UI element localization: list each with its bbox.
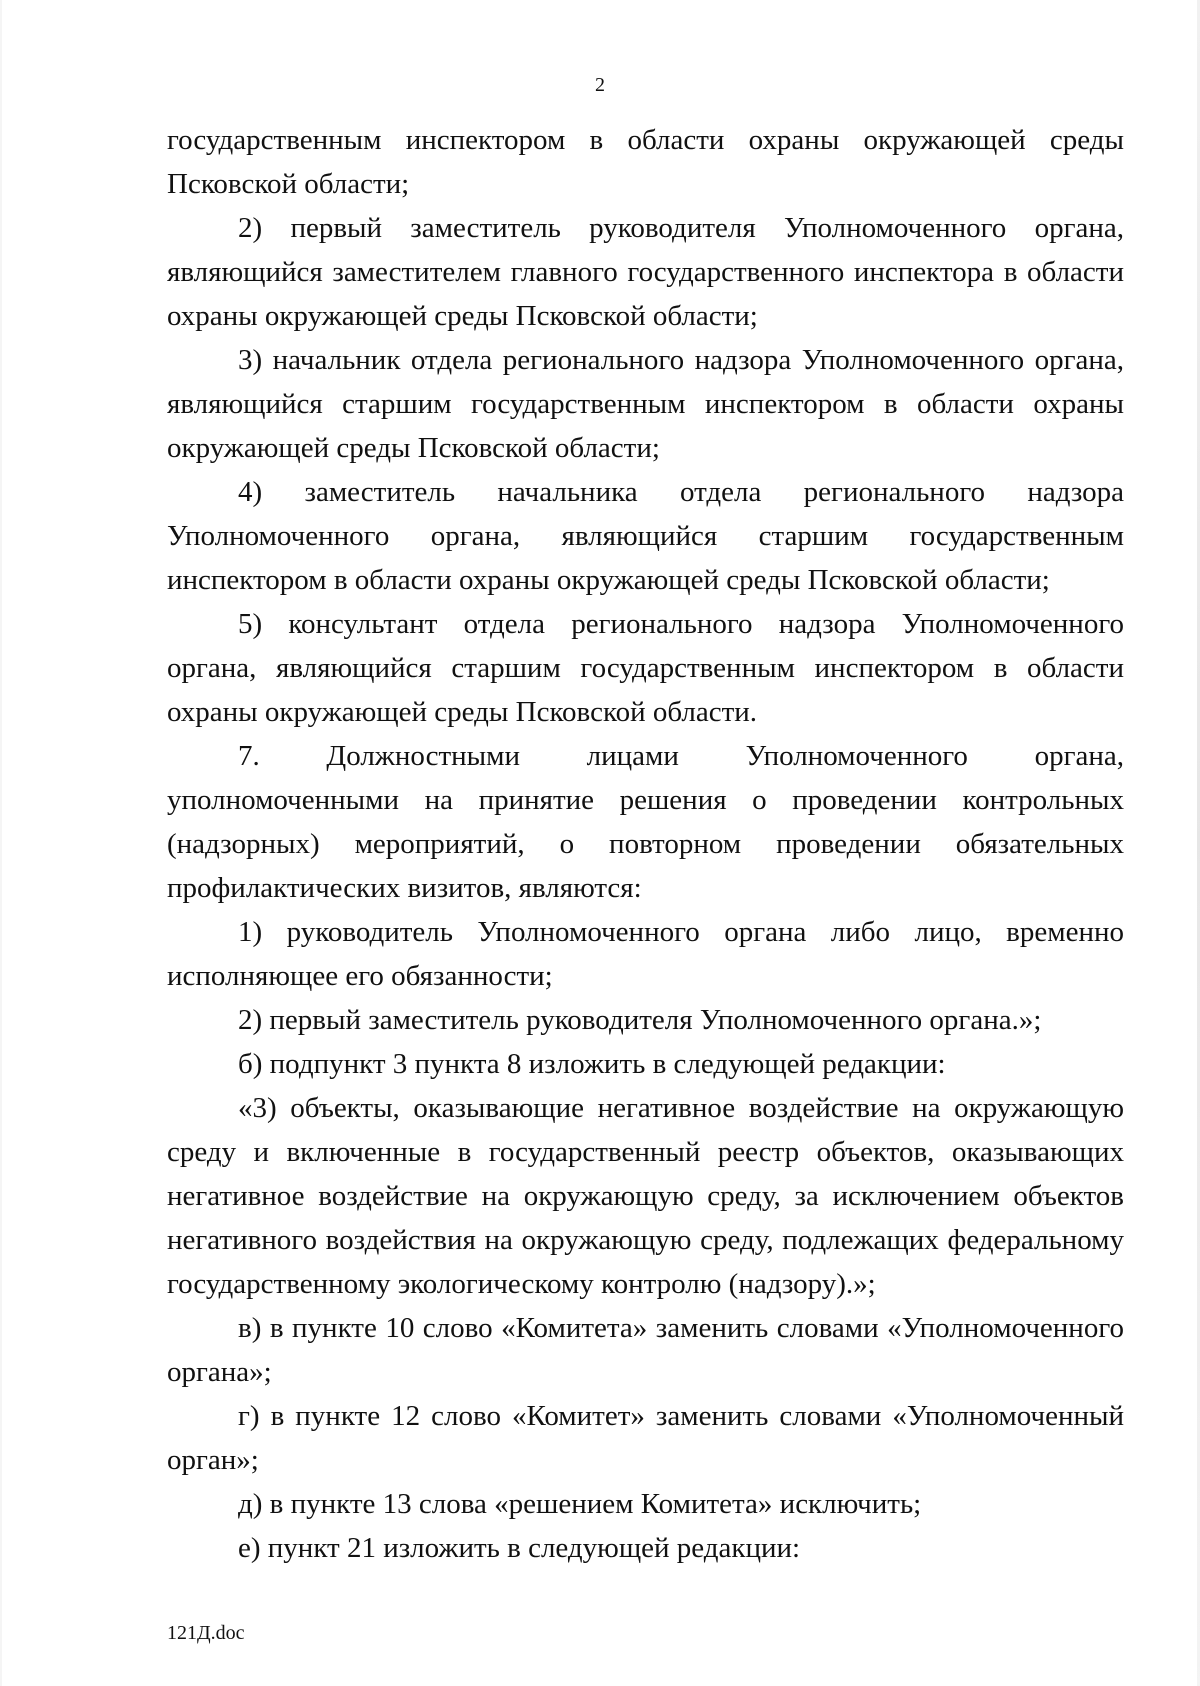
paragraph-amendment-d: д) в пункте 13 слова «решением Комитета» исключить; bbox=[238, 1488, 922, 1520]
document-body bbox=[167, 118, 1124, 1570]
paragraph-amendment-b: б) подпункт 3 пункта 8 изложить в следующей редакции: bbox=[238, 1048, 946, 1080]
paragraph-clause-7-item-1: 1) руководитель Уполномоченного органа либо лицо, временно исполняющее его обязанности; bbox=[167, 916, 1124, 992]
paragraph-clause-7: 7. Должностными лицами Уполномоченного органа, уполномоченными на принятие решения о проведении контрольных (надзорных) мероприятий, о повторном проведении обязательных профилактических визитов, являются: bbox=[167, 740, 1124, 904]
paragraph-item-2-first-deputy: 2) первый заместитель руководителя Уполномоченного органа, являющийся заместителем главного государственного инспектора в области охраны окружающей среды Псковской области; bbox=[167, 212, 1124, 332]
scan-edge-left bbox=[0, 0, 2, 1686]
paragraph-item-4-deputy-head: 4) заместитель начальника отдела регионального надзора Уполномоченного органа, являющийся старшим государственным инспектором в области охраны окружающей среды Псковской области; bbox=[167, 476, 1124, 596]
paragraph-continuation: государственным инспектором в области охраны окружающей среды Псковской области; bbox=[167, 124, 1124, 200]
paragraph-clause-7-item-2: 2) первый заместитель руководителя Уполномоченного органа.»; bbox=[238, 1004, 1042, 1036]
paragraph-amendment-e: е) пункт 21 изложить в следующей редакции: bbox=[238, 1532, 801, 1564]
paragraph-amendment-b-text: «3) объекты, оказывающие негативное воздействие на окружающую среду и включенные в государственный реестр объектов, оказывающих негативное воздействие на окружающую среду, за исключением объектов негативного воздействия на окружающую среду, подлежащих федеральному государственному экологическому контролю (надзору).»; bbox=[167, 1092, 1124, 1300]
paragraph-amendment-g: г) в пункте 12 слово «Комитет» заменить словами «Уполномоченный орган»; bbox=[167, 1400, 1124, 1476]
paragraph-item-3-head-of-department: 3) начальник отдела регионального надзора Уполномоченного органа, являющийся старшим государственным инспектором в области охраны окружающей среды Псковской области; bbox=[167, 344, 1124, 464]
paragraph-amendment-v: в) в пункте 10 слово «Комитета» заменить словами «Уполномоченного органа»; bbox=[167, 1312, 1124, 1388]
file-name-footer: 121Д.doc bbox=[167, 1622, 245, 1644]
page-number: 2 bbox=[595, 74, 605, 96]
paragraph-item-5-consultant: 5) консультант отдела регионального надзора Уполномоченного органа, являющийся старшим государственным инспектором в области охраны окружающей среды Псковской области. bbox=[167, 608, 1124, 728]
